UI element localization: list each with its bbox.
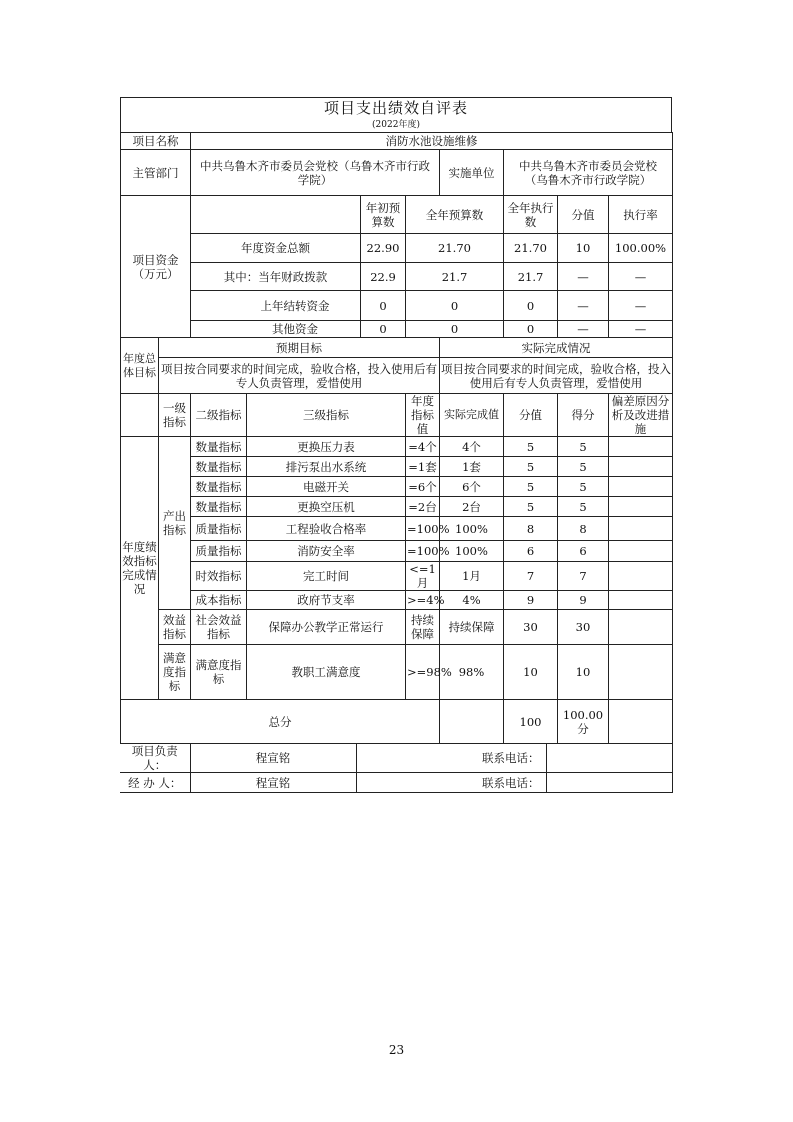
impl-label: 实施单位 <box>440 150 504 196</box>
phone-value <box>546 744 672 773</box>
funds-header: 全年预算数 <box>406 196 504 234</box>
target-value: =100% <box>406 541 440 562</box>
funds-cell: — <box>558 291 609 321</box>
funds-label: 项目资金（万元） <box>121 196 191 338</box>
funds-header: 全年执行数 <box>504 196 558 234</box>
level3-indicator: 教职工满意度 <box>247 645 406 700</box>
total-label: 总分 <box>121 700 440 744</box>
funds-cell: 0 <box>361 321 406 338</box>
score-value: 5 <box>504 497 558 517</box>
signature-table <box>120 744 673 793</box>
funds-cell: 100.00% <box>609 234 673 263</box>
funds-row-name: 上年结转资金 <box>191 291 361 321</box>
total-score: 100 <box>504 700 558 744</box>
dept-value: 中共乌鲁木齐市委员会党校（乌鲁木齐市行政学院） <box>191 150 440 196</box>
indicator-header: 实际完成值 <box>440 394 504 437</box>
deviation-note <box>609 457 673 477</box>
score-value: 8 <box>504 517 558 541</box>
level1-indicator: 产出指标 <box>159 437 191 610</box>
total-note-blank <box>609 700 673 744</box>
funds-cell: 21.70 <box>406 234 504 263</box>
funds-cell: 22.9 <box>361 263 406 291</box>
page-number: 23 <box>388 1043 405 1057</box>
indicators-section-label: 年度绩效指标完成情况 <box>121 437 159 700</box>
target-value: =6个 <box>406 477 440 497</box>
impl-value: 中共乌鲁木齐市委员会党校（乌鲁木齐市行政学院） <box>504 150 673 196</box>
level2-indicator: 社会效益指标 <box>191 610 247 645</box>
indicator-row <box>121 457 673 477</box>
deviation-note <box>609 541 673 562</box>
deviation-note <box>609 645 673 700</box>
score-value: 5 <box>504 437 558 457</box>
indicator-row <box>121 517 673 541</box>
got-value: 30 <box>558 610 609 645</box>
actual-value: 98% <box>440 645 504 700</box>
level3-indicator: 政府节支率 <box>247 591 406 610</box>
funds-cell: 21.7 <box>406 263 504 291</box>
target-value: >=98% <box>406 645 440 700</box>
indicator-row <box>121 562 673 591</box>
level3-indicator: 更换压力表 <box>247 437 406 457</box>
target-value: 持续保障 <box>406 610 440 645</box>
funds-cell: 0 <box>504 321 558 338</box>
funds-header: 年初预算数 <box>361 196 406 234</box>
funds-row <box>121 321 673 338</box>
funds-cell: 0 <box>406 291 504 321</box>
indicator-row <box>121 645 673 700</box>
level2-indicator: 数量指标 <box>191 497 247 517</box>
funds-row <box>121 291 673 321</box>
level2-indicator: 质量指标 <box>191 541 247 562</box>
funds-cell: — <box>609 291 673 321</box>
score-value: 5 <box>504 477 558 497</box>
goals-label: 年度总体目标 <box>121 338 159 394</box>
indicator-row <box>121 610 673 645</box>
level3-indicator: 更换空压机 <box>247 497 406 517</box>
funds-row <box>121 263 673 291</box>
level2-indicator: 数量指标 <box>191 477 247 497</box>
total-actual-blank <box>440 700 504 744</box>
actual-goal-label: 实际完成情况 <box>440 338 673 358</box>
funds-cell: — <box>609 321 673 338</box>
indicator-header: 分值 <box>504 394 558 437</box>
target-value: =100% <box>406 517 440 541</box>
got-value: 8 <box>558 517 609 541</box>
actual-value: 6个 <box>440 477 504 497</box>
level1-indicator: 满意度指标 <box>159 645 191 700</box>
target-value: >=4% <box>406 591 440 610</box>
actual-value: 持续保障 <box>440 610 504 645</box>
level2-indicator: 数量指标 <box>191 457 247 477</box>
actual-value: 1套 <box>440 457 504 477</box>
funds-cell: 0 <box>406 321 504 338</box>
score-value: 5 <box>504 457 558 477</box>
funds-header: 执行率 <box>609 196 673 234</box>
score-value: 7 <box>504 562 558 591</box>
funds-header-blank <box>191 196 361 234</box>
actual-goal: 项目按合同要求的时间完成，验收合格，投入使用后有专人负责管理，爱惜使用 <box>440 358 673 394</box>
score-value: 6 <box>504 541 558 562</box>
indicator-header: 二级指标 <box>191 394 247 437</box>
project-name-label: 项目名称 <box>121 133 191 150</box>
leader-name: 程宣铭 <box>190 744 356 773</box>
level3-indicator: 消防安全率 <box>247 541 406 562</box>
level3-indicator: 排污泵出水系统 <box>247 457 406 477</box>
indicator-header: 年度指标值 <box>406 394 440 437</box>
funds-cell: 22.90 <box>361 234 406 263</box>
funds-cell: 0 <box>504 291 558 321</box>
level3-indicator: 保障办公教学正常运行 <box>247 610 406 645</box>
deviation-note <box>609 517 673 541</box>
phone-label: 联系电话： <box>356 744 546 773</box>
indicator-row <box>121 437 673 457</box>
funds-row <box>121 234 673 263</box>
actual-value: 2台 <box>440 497 504 517</box>
funds-row-name: 其中：当年财政拨款 <box>191 263 361 291</box>
leader-label: 项目负责人： <box>120 744 190 773</box>
level2-indicator: 质量指标 <box>191 517 247 541</box>
handler-name: 程宣铭 <box>190 773 356 793</box>
expected-goal-label: 预期目标 <box>159 338 440 358</box>
got-value: 6 <box>558 541 609 562</box>
got-value: 5 <box>558 477 609 497</box>
target-value: =2台 <box>406 497 440 517</box>
actual-value: 100% <box>440 541 504 562</box>
deviation-note <box>609 591 673 610</box>
deviation-note <box>609 497 673 517</box>
funds-cell: 21.7 <box>504 263 558 291</box>
level3-indicator: 工程验收合格率 <box>247 517 406 541</box>
got-value: 10 <box>558 645 609 700</box>
indicator-header: 一级指标 <box>159 394 191 437</box>
indicators-header-blank <box>121 394 159 437</box>
phone2-label: 联系电话： <box>356 773 546 793</box>
score-value: 9 <box>504 591 558 610</box>
deviation-note <box>609 610 673 645</box>
got-value: 5 <box>558 497 609 517</box>
actual-value: 1月 <box>440 562 504 591</box>
level2-indicator: 满意度指标 <box>191 645 247 700</box>
score-value: 10 <box>504 645 558 700</box>
level2-indicator: 成本指标 <box>191 591 247 610</box>
funds-cell: 10 <box>558 234 609 263</box>
deviation-note <box>609 437 673 457</box>
project-name: 消防水池设施维修 <box>191 133 673 150</box>
indicator-header: 偏差原因分析及改进措施 <box>609 394 673 437</box>
level2-indicator: 时效指标 <box>191 562 247 591</box>
funds-cell: — <box>558 321 609 338</box>
funds-cell: — <box>558 263 609 291</box>
dept-label: 主管部门 <box>121 150 191 196</box>
funds-cell: 0 <box>361 291 406 321</box>
score-value: 30 <box>504 610 558 645</box>
level3-indicator: 电磁开关 <box>247 477 406 497</box>
form-title: 项目支出绩效自评表 <box>120 97 672 118</box>
indicator-row <box>121 477 673 497</box>
level3-indicator: 完工时间 <box>247 562 406 591</box>
indicator-row <box>121 591 673 610</box>
funds-row-name: 年度资金总额 <box>191 234 361 263</box>
actual-value: 4个 <box>440 437 504 457</box>
actual-value: 4% <box>440 591 504 610</box>
level1-indicator: 效益指标 <box>159 610 191 645</box>
expected-goal: 项目按合同要求的时间完成，验收合格，投入使用后有专人负责管理，爱惜使用 <box>159 358 440 394</box>
actual-value: 100% <box>440 517 504 541</box>
phone2-value <box>546 773 672 793</box>
deviation-note <box>609 562 673 591</box>
level2-indicator: 数量指标 <box>191 437 247 457</box>
got-value: 7 <box>558 562 609 591</box>
handler-label: 经 办 人： <box>120 773 190 793</box>
got-value: 5 <box>558 437 609 457</box>
indicator-header: 得分 <box>558 394 609 437</box>
funds-header: 分值 <box>558 196 609 234</box>
got-value: 9 <box>558 591 609 610</box>
form-year: (2022年度) <box>120 118 672 132</box>
got-value: 5 <box>558 457 609 477</box>
total-got: 100.00分 <box>558 700 609 744</box>
indicator-row <box>121 497 673 517</box>
funds-cell: 21.70 <box>504 234 558 263</box>
indicator-row <box>121 541 673 562</box>
funds-cell: — <box>609 263 673 291</box>
target-value: =1套 <box>406 457 440 477</box>
main-table <box>120 132 673 744</box>
deviation-note <box>609 477 673 497</box>
target-value: <=1月 <box>406 562 440 591</box>
indicator-header: 三级指标 <box>247 394 406 437</box>
evaluation-form <box>120 97 672 793</box>
funds-row-name: 其他资金 <box>191 321 361 338</box>
target-value: =4个 <box>406 437 440 457</box>
